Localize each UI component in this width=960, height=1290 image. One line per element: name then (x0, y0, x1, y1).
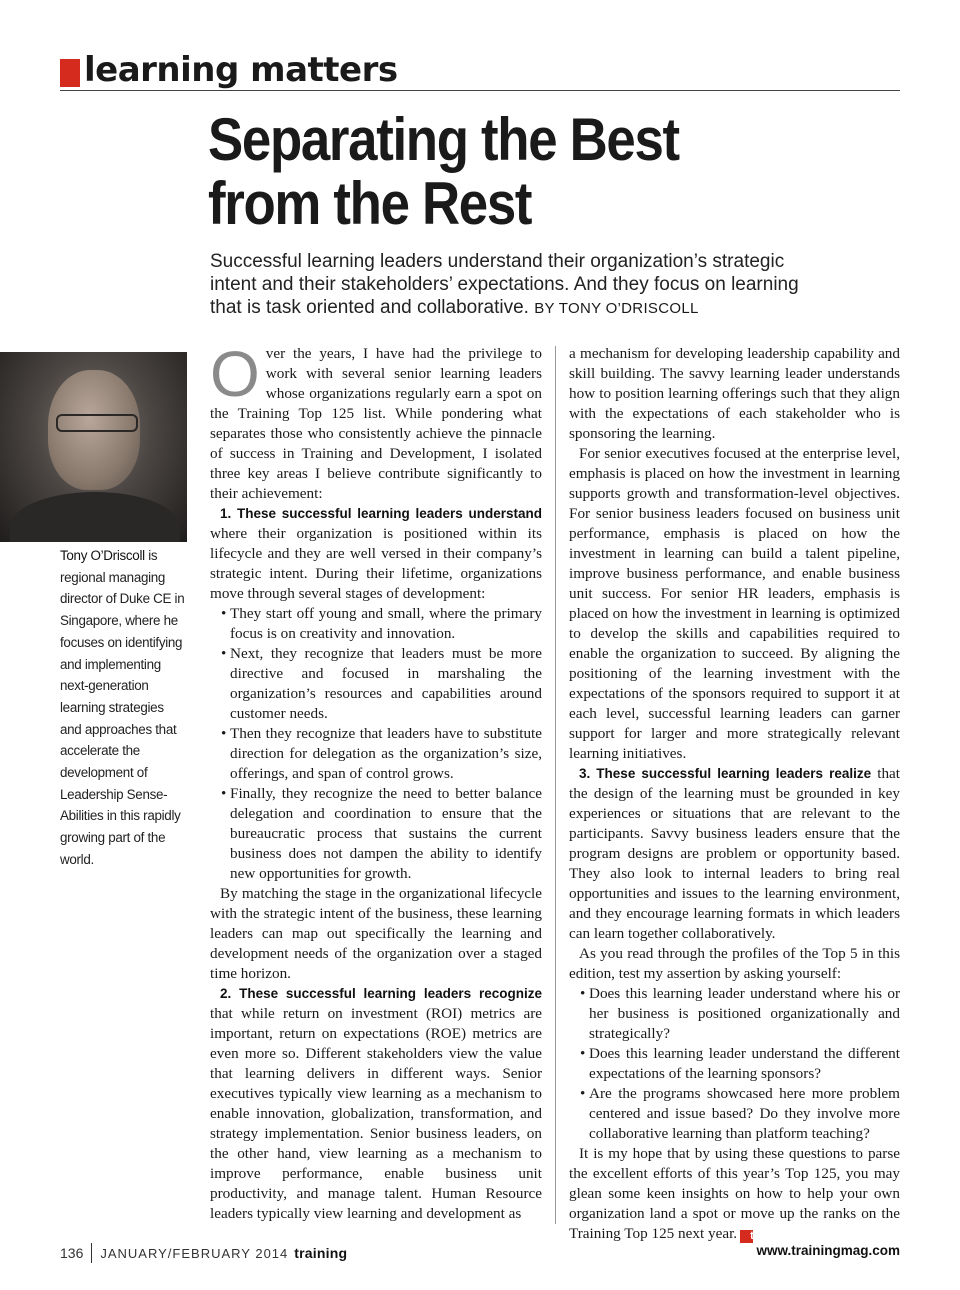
list-item: • Finally, they recognize the need to better balance delegation and coordination to ensure that the bureaucratic process that sustains the current business does not dampen the ability to identify new opportunities for growth. (221, 785, 542, 882)
footer-url: www.trainingmag.com (756, 1243, 900, 1258)
footer-divider (91, 1243, 92, 1263)
publication-name: training (294, 1245, 348, 1261)
drop-cap: O (210, 338, 260, 410)
section-header (60, 50, 900, 91)
point-3-lead: 3. These successful learning leaders realize (579, 766, 872, 781)
list-item: • Then they recognize that leaders have to substitute direction for delegation as the organization’s size, offerings, and span of control grows. (221, 725, 542, 782)
article-headline (208, 108, 736, 236)
caption-author-bio: is regional managing director of Duke CE in Singapore, where he focuses on identifying and implementing next-generation learning strategies and approaches that accelerate the development of Leadership Sense-Abilities in this rapidly growing part of the world. (60, 548, 185, 867)
bullet-icon: • (221, 605, 227, 622)
article-column-1 (210, 338, 542, 1224)
page-number: 136 (60, 1245, 84, 1261)
list-item: • Next, they recognize that leaders must be more directive and focused in marshaling the organization’s resources and capabilities around customer needs. (221, 645, 542, 722)
photo-glasses-shape (56, 414, 138, 432)
section-title: learning matters (84, 50, 398, 90)
as-you-read-paragraph: As you read through the profiles of the Top 5 in this edition, test my assertion by asking yourself: (569, 945, 900, 982)
point-1-lead: 1. These successful learning leaders understand (220, 506, 542, 521)
photo-shirt-shape (10, 492, 180, 542)
intro-text: ver the years, I have had the privilege to work with several senior learning leaders whose organizations regularly earn a spot on the Training Top 125 list. While pondering what separates those who consistently achieve the pinnacle of success in Training and Development, I isolated three key areas I believe contribute significantly to their achievement: (210, 345, 542, 502)
intro-paragraph (210, 338, 542, 504)
article-column-2 (569, 344, 900, 1244)
deck-text: Successful learning leaders understand their organization’s strategic intent and their stakeholders’ expectations. And they focus on learning that is task oriented and collaborative. (210, 251, 799, 318)
bullet-icon: • (580, 1085, 586, 1102)
bullet-icon: • (221, 645, 227, 662)
point-1-paragraph (210, 504, 542, 604)
end-mark-icon: t (740, 1230, 753, 1243)
point-3-paragraph (569, 764, 900, 944)
stages-list (210, 604, 542, 884)
bullet-icon: • (580, 985, 586, 1002)
point-1-text: where their organization is positioned within its lifecycle and they are well versed in their company’s strategic intent. During their lifetime, organizations move through several stages of development: (210, 525, 542, 602)
article-deck (210, 250, 830, 320)
list-item: • They start off young and small, where the primary focus is on creativity and innovation. (221, 605, 542, 642)
point-2-paragraph (210, 984, 542, 1224)
point-2-continued: a mechanism for developing leadership capability and skill building. The savvy learning leader understands how to position learning offerings such that they align with the expectations of each stakeholder who is sponsoring the learning. (569, 345, 900, 442)
point-2-lead: 2. These successful learning leaders recognize (220, 986, 542, 1001)
closing-paragraph (569, 1144, 900, 1244)
questions-list (569, 984, 900, 1144)
list-item: • Does this learning leader understand the different expectations of the learning sponsors? (580, 1045, 900, 1082)
caption-author-name: Tony O’Driscoll (60, 548, 145, 563)
bullet-icon: • (580, 1045, 586, 1062)
issue-date: JANUARY/FEBRUARY 2014 (100, 1246, 289, 1261)
author-photo (0, 352, 187, 542)
byline: BY TONY O’DRISCOLL (534, 300, 699, 317)
list-item: • Does this learning leader understand where his or her business is positioned organizationally and strategically? (580, 985, 900, 1042)
section-accent-block (60, 59, 80, 87)
author-caption (60, 545, 188, 871)
bullet-icon: • (221, 785, 227, 802)
closing-text: It is my hope that by using these questions to parse the excellent efforts of this year’s Top 125, you may glean some keen insights on how to help your own organization land a spot or move up the ranks on the Training Top 125 next year. (569, 1145, 900, 1242)
point-2-text: that while return on investment (ROI) metrics are important, return on expectations (ROE) metrics are even more so. Different stakeholders view the value that learning delivers in different ways. Senior executives typically view learning as a mechanism to enable innovation, globalization, transformation, and strategy implementation. Senior business leaders, on the other hand, view learning as a mechanism to improve performance, enable business unit productivity, and manage talent. Human Resource leaders typically view learning and development as (210, 1005, 542, 1222)
point-3-text: that the design of the learning must be grounded in key experiences or situations that are relevant to the participants. Savvy business leaders ensure that the program designs are problem or opportunity based. They also look to internal leaders to bring real opportunities and issues to the learning environment, and they encourage learning formats in which leaders can learn together collaboratively. (569, 765, 900, 942)
column-divider (555, 346, 556, 1224)
footer-left (60, 1243, 347, 1267)
headline-line-2: from the Rest (208, 170, 532, 237)
bullet-icon: • (221, 725, 227, 742)
senior-paragraph: For senior executives focused at the enterprise level, emphasis is placed on how the investment in learning supports growth and transformation-level objectives. For senior business leaders focused on business unit performance, emphasis is placed on how the investment in learning can build a talent pipeline, improve business performance, and enable business unit success. For senior HR leaders, emphasis is placed on how the investment in learning is optimized to develop the skills and capabilities required to enable the organization to succeed. By aligning the positioning of the learning investment with the expectations of the sponsors required to support it at each level, successful learning leaders can garner support for larger and more strategically relevant learning initiatives. (569, 445, 900, 762)
matching-paragraph: By matching the stage in the organizational lifecycle with the strategic intent of the business, these learning leaders can map out specifically the learning and development needs of the organization over a staged time horizon. (210, 885, 542, 982)
headline-line-1: Separating the Best (208, 106, 679, 173)
list-item: • Are the programs showcased here more problem centered and issue based? Do they involve more collaborative learning than platform teaching? (580, 1085, 900, 1142)
